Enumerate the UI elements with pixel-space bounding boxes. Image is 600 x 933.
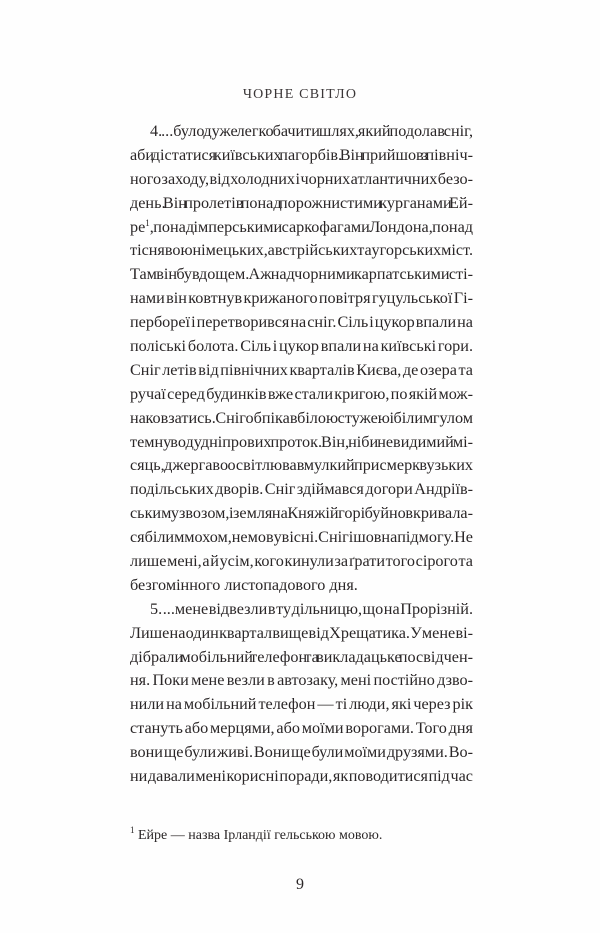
text-line: 5. ...мене відвезли в ту дільницю, що на Прорізній. <box>150 599 473 618</box>
body-text <box>130 120 473 789</box>
text-line: Там він був дощем. Аж над чорними карпатськими сті- <box>130 265 473 284</box>
text-line: ся білим мохом, немов уві сні. Сніг ішов на підмогу. Не <box>130 528 473 547</box>
line-text: , понад імперськими саркофагами Лондона, понад <box>149 217 473 236</box>
text-line: тіснявою німецьких, австрійських та угорських міст. <box>130 241 473 260</box>
footnote <box>130 825 383 844</box>
text-line: аби дістатися київських пагорбів. Він прийшов з північ- <box>130 145 473 164</box>
text-line: Сніг летів від північних кварталів Києва, де озера та <box>130 360 473 379</box>
text-line: лише мені, а й усім, кого кинули за ґрати того сірого та <box>130 552 473 571</box>
text-line: ня. Поки мене везли в автозаку, мені постійно дзво- <box>130 671 473 690</box>
text-line: темну воду дніпрових проток. Він, ніби невидимий мі- <box>130 432 473 451</box>
text-line: ного заходу, від холодних і чорних атлантичних безо- <box>130 169 473 188</box>
text-line: Лише на один квартал вище від Хрещатика. У мене ві- <box>130 623 473 642</box>
text-line: поліські болота. Сіль і цукор впали на київські гори. <box>130 337 473 356</box>
text-line: подільських дворів. Сніг здіймався догори Андріїв- <box>130 480 473 499</box>
text-line: сяць, джергаво освітлював мулкий присмерк вузьких <box>130 456 473 475</box>
text-line: 4. ...було дуже легко бачити шлях, який подолав сніг, <box>150 122 473 140</box>
text-line: пербореї і перетворився на сніг. Сіль і цукор впали на <box>130 313 473 332</box>
footnote-text: Ейре — назва Ірландії гельською мовою. <box>138 828 383 843</box>
text-line <box>130 216 473 240</box>
text-line: ручаї серед будинків вже стали кригою, по якій мож- <box>130 384 473 403</box>
text-line: день. Він пролетів понад порожнистими курганами Ей- <box>130 193 473 212</box>
text-line: ни давали мені корисні поради, як поводитися під час <box>130 767 473 786</box>
page-number: 9 <box>296 876 304 893</box>
footnote-reference[interactable]: 1 <box>145 217 150 228</box>
text-line: стануть або мерцями, або моїми ворогами. Того дня <box>130 719 473 738</box>
text-line: вони ще були живі. Вони ще були моїми друзями. Во- <box>130 743 473 762</box>
running-title: ЧОРНЕ СВІТЛО <box>242 87 358 102</box>
text-line: безгомінного листопадового дня. <box>130 575 358 594</box>
footnote-marker: 1 <box>130 825 135 835</box>
text-line: на ковзатись. Сніг обпікав білою стужею і білим гулом <box>130 408 473 427</box>
text-line: ським узвозом, і земля на Княжій горі буйно вкривала- <box>130 504 473 523</box>
line-text: ре <box>130 217 146 236</box>
text-line: дібрали мобільний телефон та викладацьке посвідчен- <box>130 647 473 666</box>
text-line: нили на мобільний телефон — ті люди, які через рік <box>130 695 473 714</box>
text-line: нами він ковтнув крижаного повітря гуцульської Гі- <box>130 289 473 308</box>
